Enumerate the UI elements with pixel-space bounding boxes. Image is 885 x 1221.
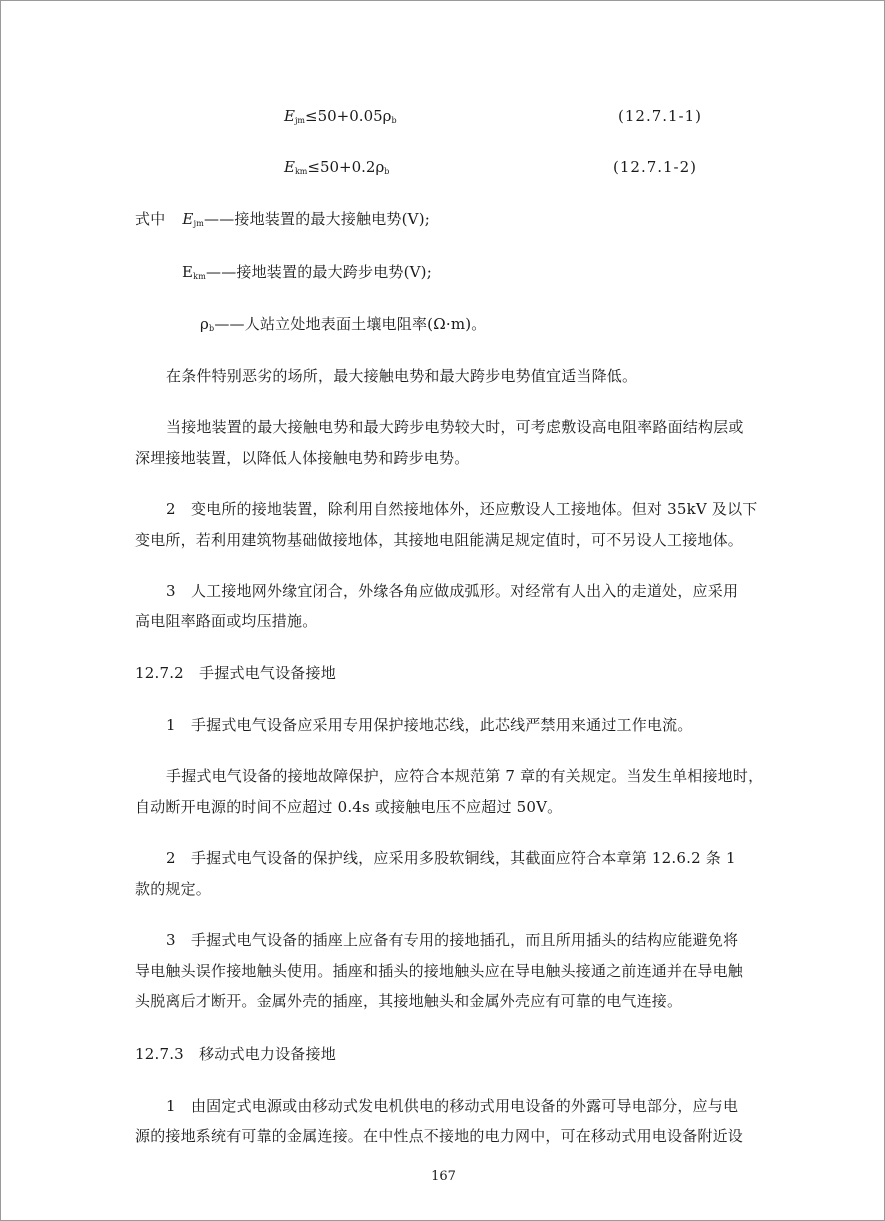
equation-1 — [284, 105, 397, 132]
text-line-18: 1 由固定式电源或由移动式发电机供电的移动式用电设备的外露可导电部分，应与电 — [166, 1097, 739, 1115]
text-line-12: 2 手握式电气设备的保护线，应采用多股软铜线，其截面应符合本章第 12.6.2 条 1 — [166, 849, 736, 867]
definition-line-2 — [182, 261, 432, 288]
equation-2-symbol: E — [284, 158, 295, 176]
page-number: 167 — [431, 1169, 456, 1184]
text-line-1: 在条件特别恶劣的场所，最大接触电势和最大跨步电势值宜适当降低。 — [166, 367, 638, 385]
definition-1-text: ——接地装置的最大接触电势(V); — [204, 210, 431, 228]
definition-line-3 — [200, 313, 487, 340]
text-line-2: 当接地装置的最大接触电势和最大跨步电势较大时，可考虑敷设高电阻率路面结构层或 — [166, 418, 744, 436]
equation-1-expression: ≤50+0.05ρ — [305, 107, 392, 125]
definition-3-text: ——人站立处地表面土壤电阻率(Ω·m)。 — [214, 315, 487, 333]
text-line-7: 高电阻率路面或均压措施。 — [135, 612, 318, 630]
text-line-14: 3 手握式电气设备的插座上应备有专用的接地插孔，而且所用插头的结构应能避免将 — [166, 931, 739, 949]
equation-2-rho-subscript: b — [384, 167, 390, 176]
definition-1-subscript: jm — [193, 219, 205, 228]
definition-2-symbol: E — [182, 263, 194, 281]
definition-lead: 式中 — [135, 210, 166, 228]
text-line-19: 源的接地系统有可靠的金属连接。在中性点不接地的电力网中，可在移动式用电设备附近设 — [135, 1127, 744, 1145]
section-heading-12-7-3: 12.7.3 移动式电力设备接地 — [135, 1045, 336, 1063]
text-line-11: 自动断开电源的时间不应超过 0.4s 或接触电压不应超过 50V。 — [135, 798, 563, 816]
text-line-10: 手握式电气设备的接地故障保护，应符合本规范第 7 章的有关规定。当发生单相接地时， — [166, 767, 764, 785]
definition-2-subscript: km — [193, 272, 206, 281]
equation-1-symbol: E — [284, 107, 295, 125]
text-line-6: 3 人工接地网外缘宜闭合，外缘各角应做成弧形。对经常有人出入的走道处，应采用 — [166, 582, 739, 600]
equation-1-rho-subscript: b — [391, 116, 397, 125]
section-heading-12-7-2: 12.7.2 手握式电气设备接地 — [135, 664, 336, 682]
equation-1-subscript: jm — [294, 116, 306, 125]
text-line-4: 2 变电所的接地装置，除利用自然接地体外，还应敷设人工接地体。但对 35kV 及以下 — [166, 500, 758, 518]
equation-2-expression: ≤50+0.2ρ — [307, 158, 385, 176]
definition-2-text: ——接地装置的最大跨步电势(V); — [206, 263, 432, 281]
definition-line-1 — [135, 208, 430, 235]
text-line-15: 导电触头误作接地触头使用。插座和插头的接地触头应在导电触头接通之前连通并在导电触 — [135, 962, 744, 980]
text-line-5: 变电所，若利用建筑物基础做接地体，其接地电阻能满足规定值时，可不另设人工接地体。 — [135, 531, 744, 549]
text-line-13: 款的规定。 — [135, 880, 212, 898]
text-line-3: 深埋接地装置，以降低人体接触电势和跨步电势。 — [135, 449, 470, 467]
equation-2-subscript: km — [294, 167, 308, 176]
text-line-16: 头脱离后才断开。金属外壳的插座，其接地触头和金属外壳应有可靠的电气连接。 — [135, 992, 683, 1010]
definition-3-subscript: b — [209, 324, 215, 333]
text-line-9: 1 手握式电气设备应采用专用保护接地芯线，此芯线严禁用来通过工作电流。 — [166, 716, 693, 734]
equation-1-number: (12.7.1-1) — [618, 107, 703, 125]
definition-1-symbol: E — [182, 210, 194, 228]
definition-3-symbol: ρ — [200, 315, 210, 333]
equation-2 — [284, 156, 389, 183]
equation-2-number: (12.7.1-2) — [613, 158, 698, 176]
